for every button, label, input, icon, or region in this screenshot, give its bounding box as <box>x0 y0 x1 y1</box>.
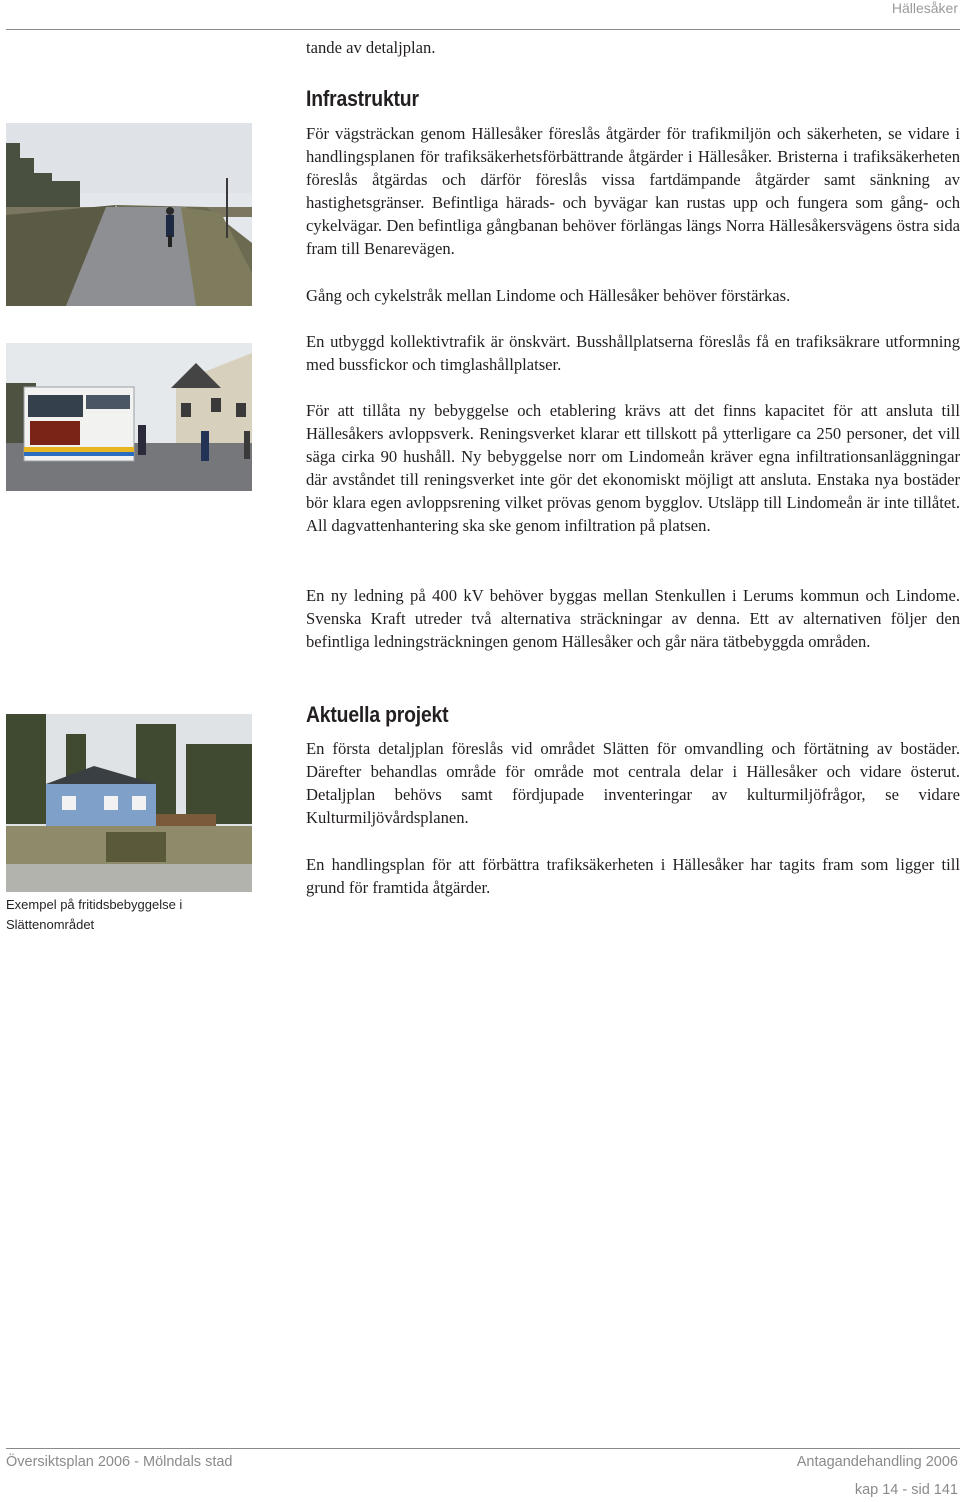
photo-bus-stop <box>6 343 252 491</box>
projects-paragraph-2: En handlingsplan för att förbättra trafiksäkerheten i Hällesåker har tagits fram som ligger till grund för framtida åtgärder. <box>306 855 960 897</box>
section-heading-projects: Aktuella projekt <box>306 702 449 727</box>
projects-paragraph-1: En första detaljplan föreslås vid området Slätten för omvandling och förtätning av bostäder. Därefter behandlas område för område mot centrala delar i Hällesåker och vidare österut. Detaljplan behövs samt fördjupade inventeringar av kulturmiljöfrågor, se vidare Kulturmiljövårdsplanen. <box>306 739 960 827</box>
infrastructure-paragraph-3: En utbyggd kollektivtrafik är önskvärt. Busshållplatserna föreslås få en trafiksäkrare utformning med bussfickor och timglashållplatser. <box>306 332 960 374</box>
infrastructure-paragraph-4: För att tillåta ny bebyggelse och etablering krävs att det finns kapacitet för att ansluta till Hällesåkers avloppsverk. Reningsverket klarar ett tillskott på ytterligare ca 250 personer, det vill säga cirka 90 hushåll. Ny bebyggelse norr om Lindomeån kräver egna infiltrationsanläggningar där avståndet till reningsverket inte gör det ekonomiskt möjligt att ansluta. Enstaka nya bostäder bör klara egen avloppsrening vilket prövas genom bygglov. Utsläpp till Lindomeån är inte tillåtet. All dagvattenhantering ska ske genom infiltration på platsen. <box>306 401 960 535</box>
footer-right: Antagandehandling 2006 <box>796 1454 958 1470</box>
infrastructure-paragraph-2: Gång och cykelstråk mellan Lindome och Hällesåker behöver förstärkas. <box>306 286 791 305</box>
header-rule <box>6 29 960 30</box>
running-header: Hällesåker <box>891 0 958 16</box>
photo-holiday-cottage <box>6 714 252 892</box>
continuation-text: tande av detaljplan. <box>306 38 436 57</box>
page-number: kap 14 - sid 141 <box>854 1482 958 1498</box>
infrastructure-paragraph-5: En ny ledning på 400 kV behöver byggas mellan Stenkullen i Lerums kommun och Lindome. Svenska Kraft utreder två alternativa sträckningar av denna. Ett av alternativen följer den befintliga ledningsträckningen genom Hällesåker och går nära tätbebyggda områden. <box>306 586 960 651</box>
footer-left: Översiktsplan 2006 - Mölndals stad <box>6 1454 233 1470</box>
footer-rule <box>6 1448 960 1449</box>
infrastructure-paragraph-1: För vägsträckan genom Hällesåker föreslås åtgärder för trafikmiljön och säkerheten, se vidare i handlingsplanen för trafiksäkerhetsförbättrande åtgärder i Hällesåker. Bristerna i trafiksäkerheten föreslås åtgärdas och därför föreslås vissa fartdämpande åtgärder samt sänkning av hastighetsgränser. Befintliga härads- och byvägar kan rustas upp och fungera som gång- och cykelvägar. Den befintliga gångbanan behöver förlängas längs Norra Hällesåkersvägens östra sida fram till Benarevägen. <box>306 124 960 258</box>
photo-caption: Exempel på fritidsbebyggelse i Slättenområdet <box>6 897 183 932</box>
section-heading-infrastructure: Infrastruktur <box>306 86 419 111</box>
photo-cycle-path <box>6 123 252 306</box>
